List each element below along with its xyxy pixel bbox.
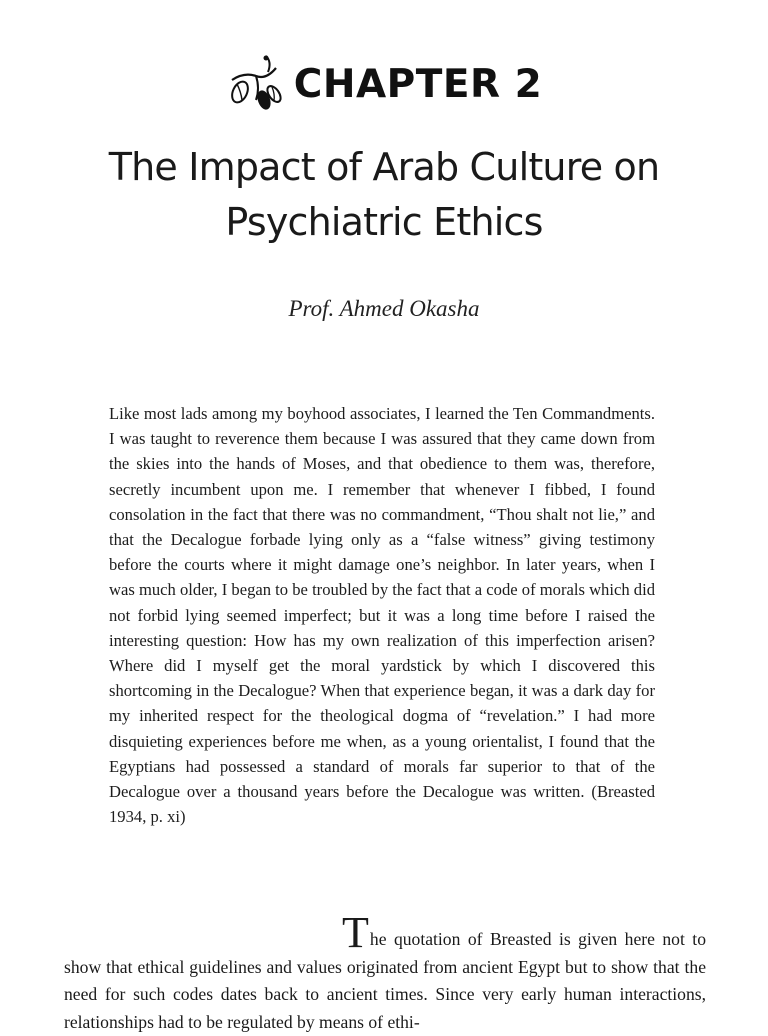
chapter-heading	[0, 54, 768, 114]
body-text: he quotation of Breasted is given here not to show that ethical guidelines and values originated from ancient Egypt but to show that the need for such codes dates back to ancient times. Since very early human interactions, relationships had to be regulated by means of ethi-	[64, 929, 706, 1032]
chapter-label: CHAPTER 2	[293, 61, 543, 107]
author-name: Prof. Ahmed Okasha	[288, 296, 480, 321]
epigraph-text: Like most lads among my boyhood associates, I learned the Ten Commandments. I was taught to reverence them because I was assured that they came down from the skies into the hands of Moses, and that obedience to them was, therefore, secretly incumbent upon me. I remember that whenever I fibbed, I found consolation in the fact that there was no commandment, “Thou shalt not lie,” and that the Decalogue forbade lying only as a “false witness” giving testimony before the courts where it might damage one’s neighbor. In later years, when I was much older, I began to be troubled by the fact that a code of morals which did not forbid lying seemed imperfect; but it was a long time before I raised the interesting question: How has my own realization of this imperfection arisen? Where did I myself get the moral yardstick by which I discovered this shortcoming in the Decalogue? When that experience began, it was a dark day for my inherited respect for the theological dogma of “revelation.” I had more disquieting experiences before me when, as a young orientalist, I found that the Egyptians had possessed a standard of morals far superior to that of the Decalogue over a thousand years before the Decalogue was written. (Breasted 1934, p. xi)	[109, 404, 655, 827]
drop-cap: T	[342, 908, 369, 957]
leaf-sprig-icon	[226, 54, 284, 114]
chapter-title: The Impact of Arab Culture on Psychiatric Ethics	[108, 145, 660, 244]
body-paragraph	[64, 908, 706, 1036]
epigraph-block	[109, 401, 655, 829]
